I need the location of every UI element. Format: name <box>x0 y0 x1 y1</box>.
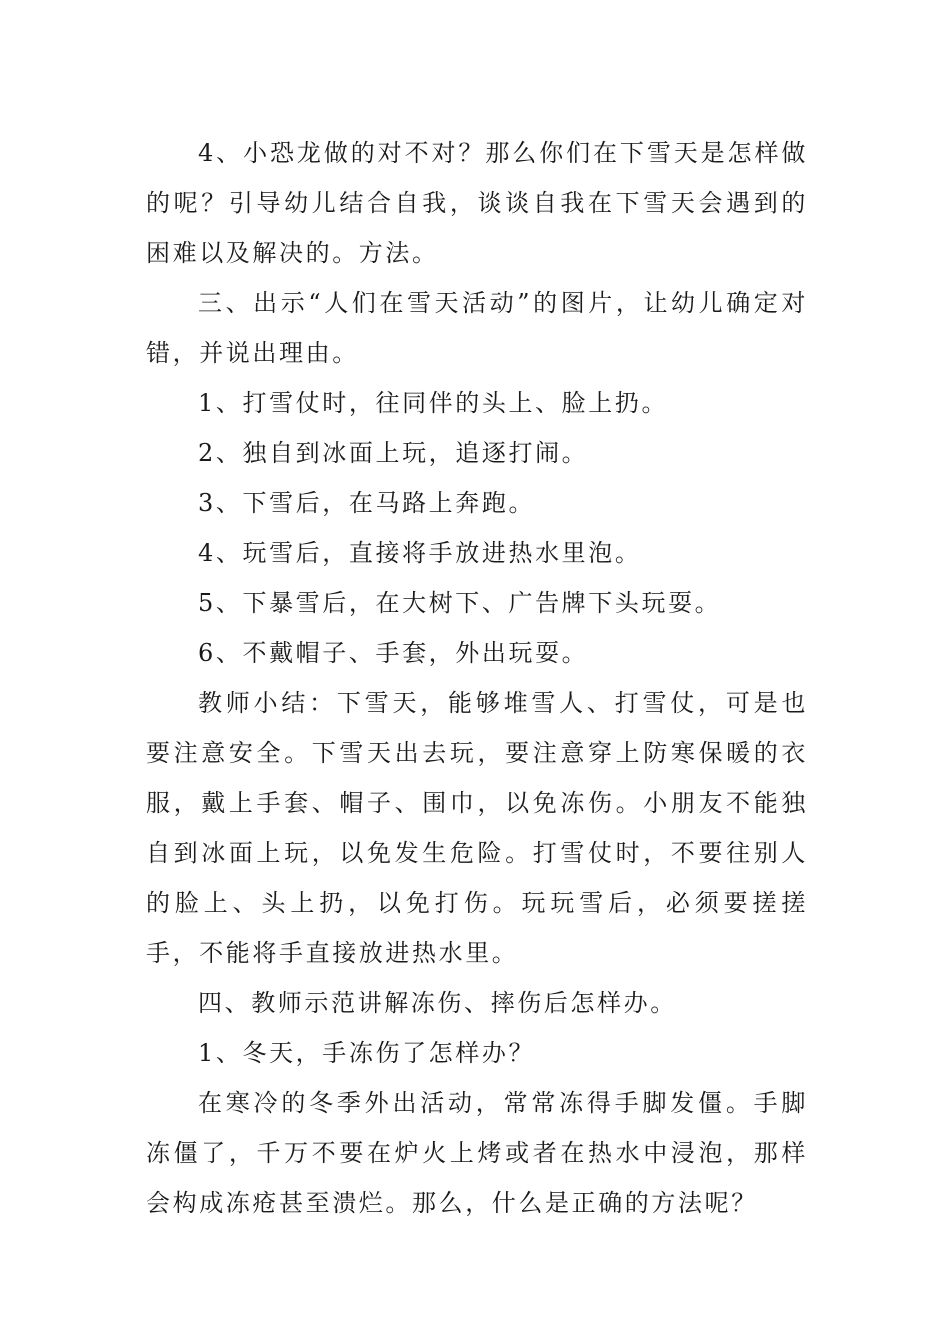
paragraph-frostbite-body: 在寒冷的冬季外出活动，常常冻得手脚发僵。手脚冻僵了，千万不要在炉火上烤或者在热水中浸泡，那样会构成冻疮甚至溃烂。那么，什么是正确的方法呢？ <box>146 1089 808 1217</box>
paragraph-question-4: 4、小恐龙做的对不对？那么你们在下雪天是怎样做的呢？引导幼儿结合自我，谈谈自我在下雪天会遇到的困难以及解决的。方法。 <box>146 139 808 267</box>
paragraph-section-4-heading: 四、教师示范讲解冻伤、摔伤后怎样办。 <box>198 989 677 1017</box>
list-item-5: 5、下暴雪后，在大树下、广告牌下头玩耍。 <box>198 589 722 617</box>
list-item-1: 1、打雪仗时，往同伴的头上、脸上扔。 <box>198 389 669 417</box>
list-item-4: 4、玩雪后，直接将手放进热水里泡。 <box>198 539 642 567</box>
list-item-6: 6、不戴帽子、手套，外出玩耍。 <box>198 639 589 667</box>
list-item-2: 2、独自到冰面上玩，追逐打闹。 <box>198 439 589 467</box>
paragraph-section-3-heading: 三、出示“人们在雪天活动”的图片，让幼儿确定对错，并说出理由。 <box>146 289 808 367</box>
paragraph-teacher-summary: 教师小结：下雪天，能够堆雪人、打雪仗，可是也要注意安全。下雪天出去玩，要注意穿上防寒保暖的衣服，戴上手套、帽子、围巾，以免冻伤。小朋友不能独自到冰面上玩，以免发生危险。打雪仗时，不要往别人的脸上、头上扔，以免打伤。玩玩雪后，必须要搓搓手，不能将手直接放进热水里。 <box>146 689 808 967</box>
paragraph-subheading-frostbite: 1、冬天，手冻伤了怎样办？ <box>198 1039 536 1067</box>
list-item-3: 3、下雪后，在马路上奔跑。 <box>198 489 536 517</box>
document-body <box>146 128 808 1228</box>
